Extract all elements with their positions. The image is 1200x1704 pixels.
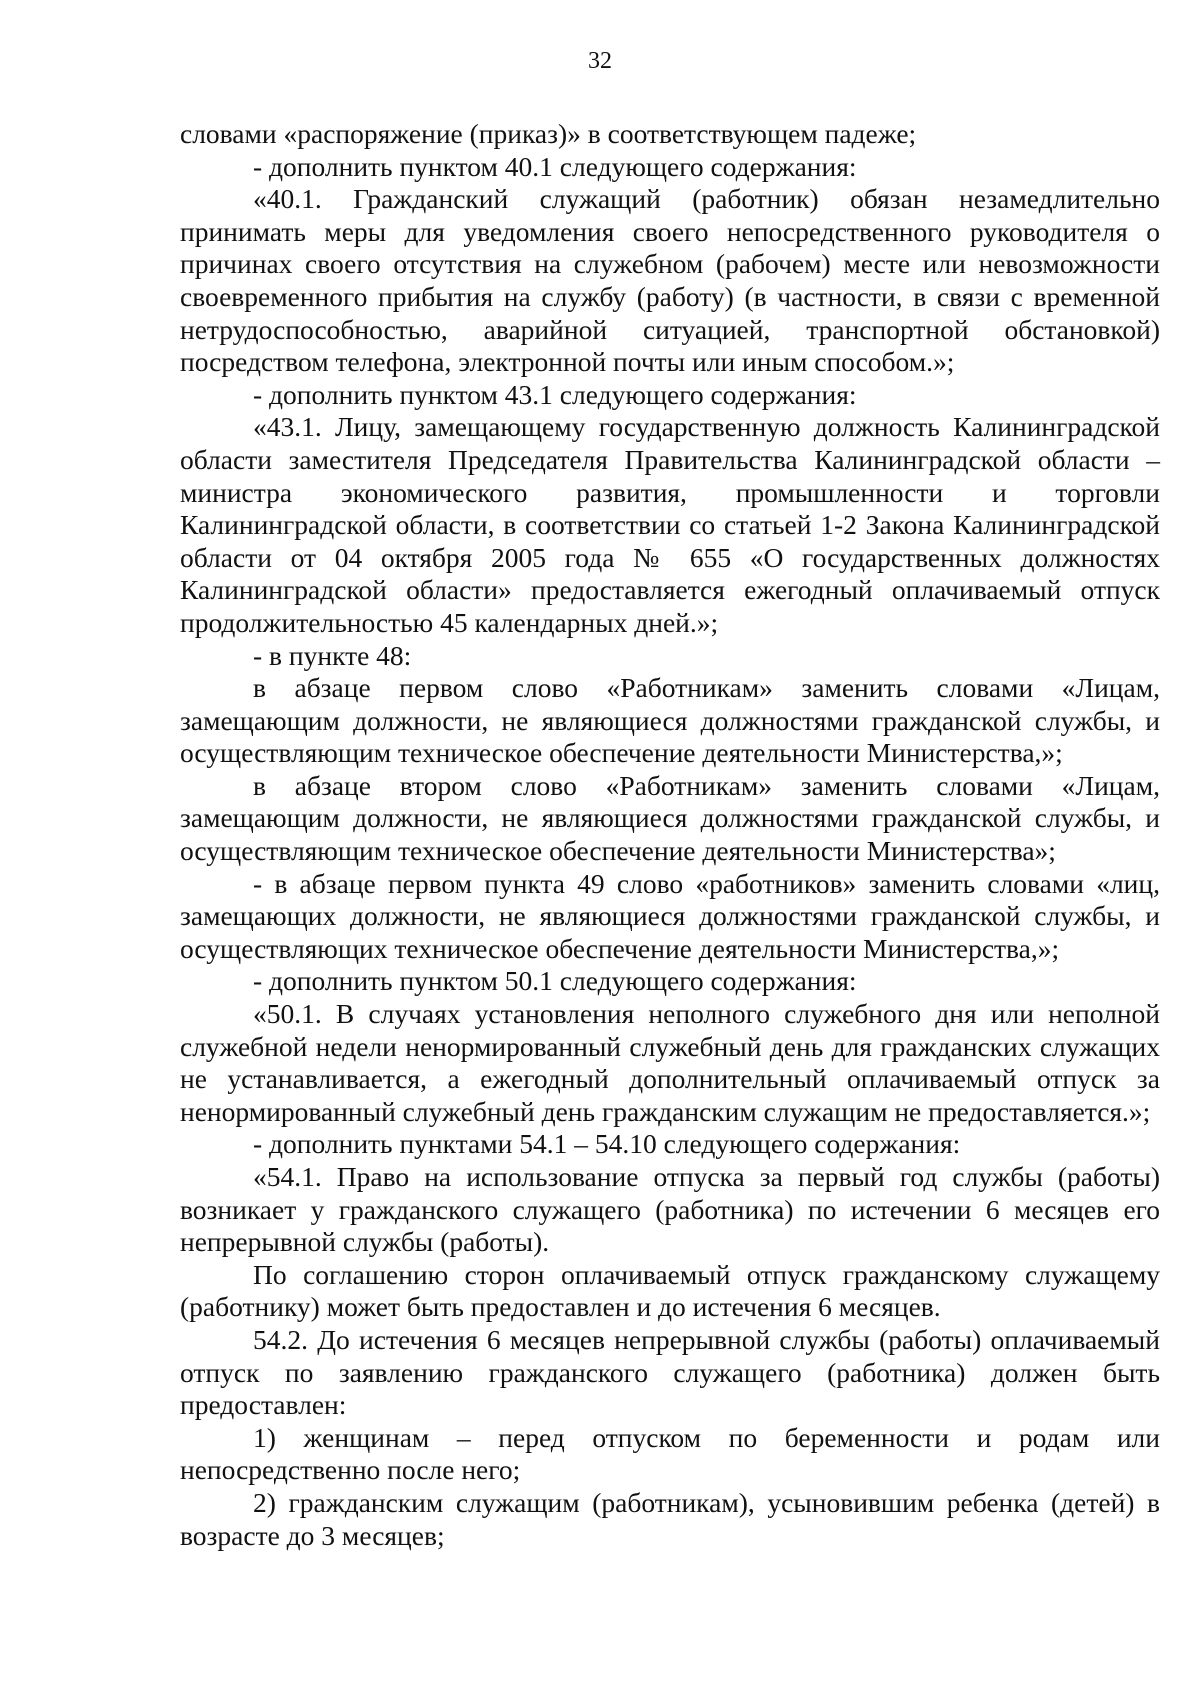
paragraph-item-54-1: «54.1. Право на использование отпуска за первый год службы (работы) возникает у гражданского служащего (работника) по истечении 6 месяцев его непрерывной службы (работы). <box>180 1161 1160 1258</box>
paragraph-item-50-1: «50.1. В случаях установления неполного служебного дня или неполной служебной недели ненормированный служебный день для гражданских служащих не устанавливается, а ежегодный дополнительный оплачиваемый отпуск за ненормированный служебный день гражданским служащим не предоставляется.»; <box>180 998 1160 1127</box>
page-number: 32 <box>588 48 612 74</box>
paragraph-item-54-2: 54.2. До истечения 6 месяцев непрерывной службы (работы) оплачиваемый отпуск по заявлению гражданского служащего (работника) должен быть предоставлен: <box>180 1323 1160 1421</box>
paragraph-amendment-54-intro: - дополнить пунктами 54.1 – 54.10 следующего содержания: <box>253 1128 961 1160</box>
document-body <box>180 118 1160 1552</box>
paragraph-item-40-1: «40.1. Гражданский служащий (работник) обязан незамедлительно принимать меры для уведомления своего непосредственного руководителя о причинах своего отсутствия на служебном (рабочем) месте или невозможности своевременного прибытия на службу (работу) (в частности, в связи с временной нетрудоспособностью, аварийной ситуацией, транспортной обстановкой) посредством телефона, электронной почты или иным способом.»; <box>180 183 1160 378</box>
paragraph-continuation: словами «распоряжение (приказ)» в соответствующем падеже; <box>180 118 917 149</box>
paragraph-item-49: - в абзаце первом пункта 49 слово «работников» заменить словами «лиц, замещающих должности, не являющиеся должностями гражданской службы, и осуществляющих техническое обеспечение деятельности Министерства,»; <box>180 867 1160 964</box>
paragraph-item-54-1-agreement: По соглашению сторон оплачиваемый отпуск гражданскому служащему (работнику) может быть предоставлен и до истечения 6 месяцев. <box>180 1258 1160 1323</box>
paragraph-item-48-intro: - в пункте 48: <box>253 639 412 671</box>
paragraph-item-43-1: «43.1. Лицу, замещающему государственную должность Калининградской области заместителя Председателя Правительства Калининградской области – министра экономического развития, промышленности и торговли Калининградской области, в соответствии со статьей 1-2 Закона Калининградской области от 04 октября 2005 года № 655 «О государственных должностях Калининградской области» предоставляется ежегодный оплачиваемый отпуск продолжительностью 45 календарных дней.»; <box>180 411 1160 638</box>
paragraph-amendment-50-1-intro: - дополнить пунктом 50.1 следующего содержания: <box>253 965 857 997</box>
paragraph-item-54-2-women: 1) женщинам – перед отпуском по беременности и родам или непосредственно после него; <box>180 1421 1160 1486</box>
paragraph-item-48-first: в абзаце первом слово «Работникам» заменить словами «Лицам, замещающим должности, не являющиеся должностями гражданской службы, и осуществляющим техническое обеспечение деятельности Министерства,»; <box>180 672 1160 769</box>
paragraph-item-48-second: в абзаце втором слово «Работникам» заменить словами «Лицам, замещающим должности, не являющиеся должностями гражданской службы, и осуществляющим техническое обеспечение деятельности Министерства»; <box>180 769 1160 867</box>
paragraph-amendment-43-1-intro: - дополнить пунктом 43.1 следующего содержания: <box>253 378 857 410</box>
paragraph-amendment-40-1-intro: - дополнить пунктом 40.1 следующего содержания: <box>253 150 857 182</box>
paragraph-item-54-2-adoption: 2) гражданским служащим (работникам), усыновившим ребенка (детей) в возрасте до 3 месяцев; <box>180 1486 1160 1551</box>
